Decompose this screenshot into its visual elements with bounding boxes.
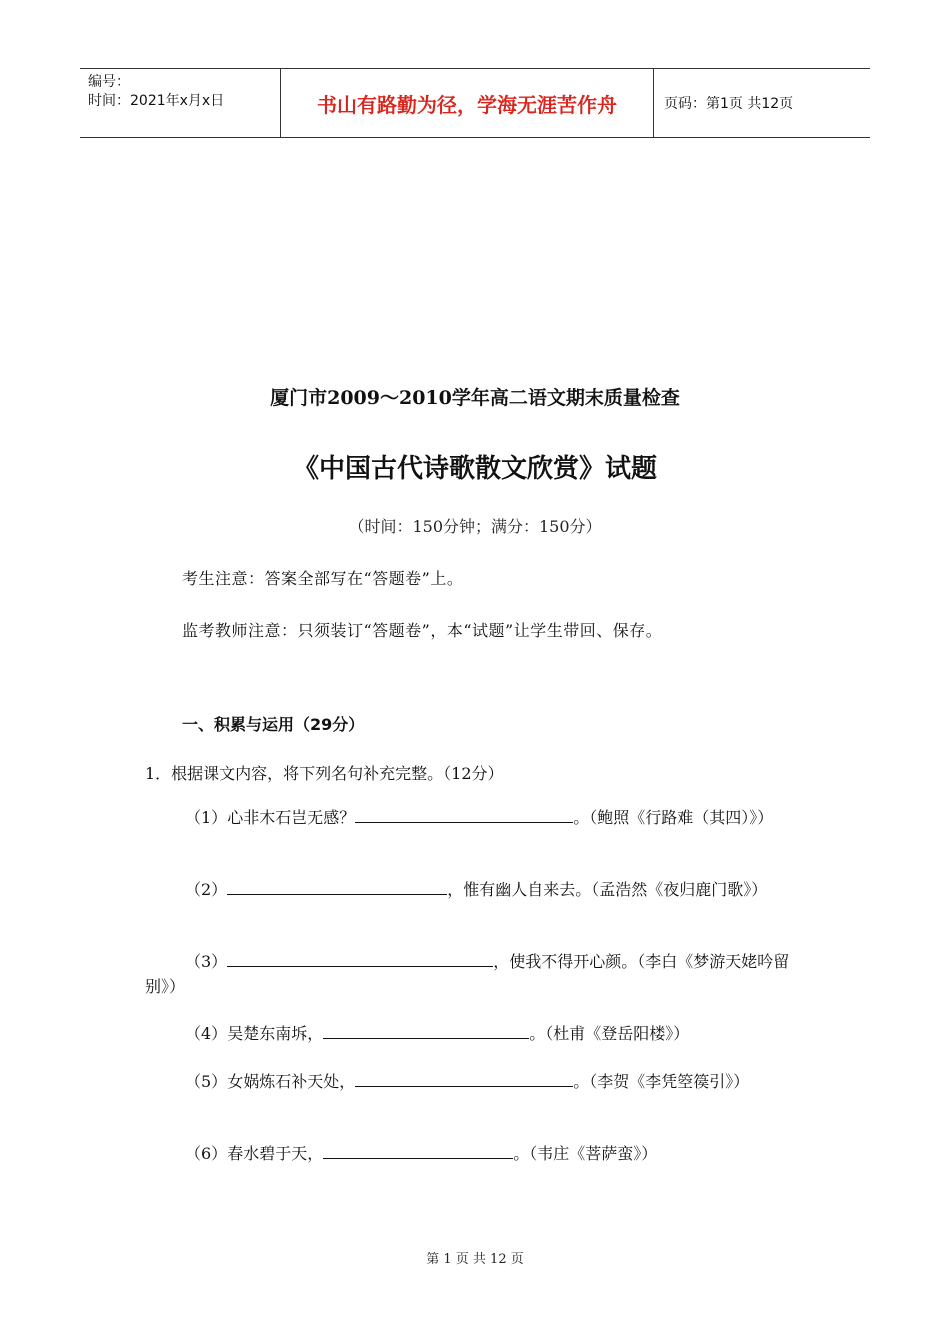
item-number: （5） — [185, 1072, 228, 1091]
header-table — [80, 68, 870, 138]
teacher-note: 监考教师注意：只须装订“答题卷”，本“试题”让学生带回、保存。 — [182, 621, 663, 640]
exam-title: 厦门市2009～2010学年高二语文期末质量检查 — [270, 387, 680, 409]
fill-item-3 — [145, 949, 805, 999]
item-number: （2） — [185, 880, 228, 899]
section-heading: 一、积累与运用（29分） — [182, 715, 365, 734]
answer-blank[interactable] — [323, 1022, 529, 1039]
exam-subtitle: 《中国古代诗歌散文欣赏》试题 — [292, 454, 657, 484]
item-number: （3） — [185, 952, 228, 971]
item-text-after: ，惟有幽人自来去。（孟浩然《夜归鹿门歌》） — [447, 880, 768, 899]
item-text-before: 心非木石岂无感？ — [227, 808, 356, 827]
item-text-after: 。（鲍照《行路难（其四）》） — [573, 808, 774, 827]
item-text-after: 。（韦庄《菩萨蛮》） — [513, 1144, 658, 1163]
answer-blank[interactable] — [227, 878, 447, 895]
fill-item-2 — [145, 877, 805, 902]
item-text-after: 。（李贺《李凭箜篌引》） — [573, 1072, 750, 1091]
item-text-before: 春水碧于天， — [227, 1144, 324, 1163]
item-text-after: ，使我不得开心颜。（李白《梦游天姥吟留别》） — [145, 952, 790, 996]
item-text-before: 女娲炼石补天处， — [227, 1072, 356, 1091]
answer-blank[interactable] — [323, 1142, 513, 1159]
question-1: 1．根据课文内容，将下列名句补充完整。（12分） — [145, 764, 504, 783]
header-motto: 书山有路勤为径，学海无涯苦作舟 — [281, 69, 654, 137]
page-footer: 第 1 页 共 12 页 — [426, 1252, 524, 1267]
header-meta — [80, 69, 281, 137]
item-text-before: 吴楚东南坼， — [227, 1024, 324, 1043]
header-page-info: 页码：第1页 共12页 — [664, 96, 794, 112]
student-note: 考生注意：答案全部写在“答题卷”上。 — [182, 569, 464, 588]
exam-time: （时间：150分钟；满分：150分） — [348, 517, 602, 536]
answer-blank[interactable] — [355, 1070, 573, 1087]
fill-item-1 — [145, 805, 805, 830]
item-number: （1） — [185, 808, 228, 827]
item-text-after: 。（杜甫《登岳阳楼》） — [529, 1024, 690, 1043]
fill-item-5 — [145, 1069, 805, 1094]
time-label: 时间：2021年x月x日 — [88, 93, 225, 109]
answer-blank[interactable] — [355, 806, 573, 823]
item-number: （4） — [185, 1024, 228, 1043]
id-label: 编号： — [88, 74, 130, 90]
answer-blank[interactable] — [227, 950, 493, 967]
fill-item-4 — [145, 1021, 805, 1046]
item-number: （6） — [185, 1144, 228, 1163]
fill-item-6 — [145, 1141, 805, 1166]
